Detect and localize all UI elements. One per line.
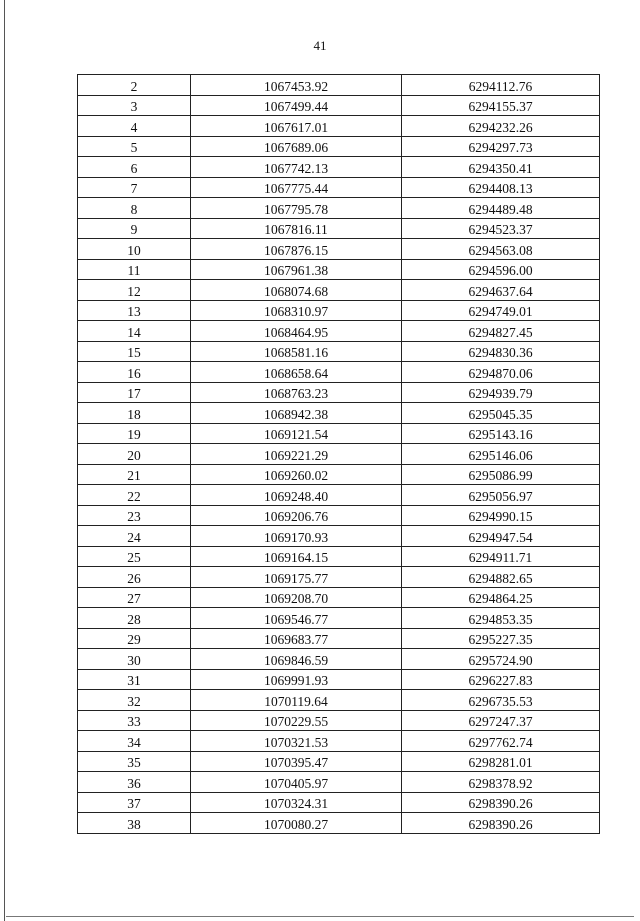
y-coordinate-cell: 6295227.35 — [402, 628, 600, 649]
x-coordinate-cell: 1069206.76 — [191, 505, 402, 526]
point-number-cell: 6 — [78, 157, 191, 178]
x-coordinate-cell: 1069164.15 — [191, 546, 402, 567]
x-coordinate-cell: 1067775.44 — [191, 177, 402, 198]
x-coordinate-cell: 1069846.59 — [191, 649, 402, 670]
table-row — [78, 259, 600, 280]
table-row — [78, 362, 600, 383]
x-coordinate-cell: 1067689.06 — [191, 136, 402, 157]
x-coordinate-cell: 1067876.15 — [191, 239, 402, 260]
x-coordinate-cell: 1068942.38 — [191, 403, 402, 424]
x-coordinate-cell: 1068464.95 — [191, 321, 402, 342]
x-coordinate-cell: 1069991.93 — [191, 669, 402, 690]
x-coordinate-cell: 1070119.64 — [191, 690, 402, 711]
point-number-cell: 11 — [78, 259, 191, 280]
point-number-cell: 26 — [78, 567, 191, 588]
point-number-cell: 37 — [78, 792, 191, 813]
point-number-cell: 3 — [78, 95, 191, 116]
x-coordinate-cell: 1067499.44 — [191, 95, 402, 116]
table-row — [78, 116, 600, 137]
point-number-cell: 24 — [78, 526, 191, 547]
table-row — [78, 546, 600, 567]
point-number-cell: 5 — [78, 136, 191, 157]
y-coordinate-cell: 6296227.83 — [402, 669, 600, 690]
coordinates-table — [77, 74, 600, 834]
point-number-cell: 19 — [78, 423, 191, 444]
table-row — [78, 792, 600, 813]
y-coordinate-cell: 6294911.71 — [402, 546, 600, 567]
x-coordinate-cell: 1068310.97 — [191, 300, 402, 321]
y-coordinate-cell: 6294990.15 — [402, 505, 600, 526]
table-row — [78, 280, 600, 301]
y-coordinate-cell: 6294853.35 — [402, 608, 600, 629]
table-row — [78, 669, 600, 690]
x-coordinate-cell: 1069248.40 — [191, 485, 402, 506]
y-coordinate-cell: 6295143.16 — [402, 423, 600, 444]
x-coordinate-cell: 1067617.01 — [191, 116, 402, 137]
point-number-cell: 25 — [78, 546, 191, 567]
table-row — [78, 75, 600, 96]
point-number-cell: 28 — [78, 608, 191, 629]
x-coordinate-cell: 1067795.78 — [191, 198, 402, 219]
y-coordinate-cell: 6295045.35 — [402, 403, 600, 424]
table-row — [78, 423, 600, 444]
table-row — [78, 587, 600, 608]
point-number-cell: 7 — [78, 177, 191, 198]
x-coordinate-cell: 1069683.77 — [191, 628, 402, 649]
y-coordinate-cell: 6294232.26 — [402, 116, 600, 137]
y-coordinate-cell: 6295086.99 — [402, 464, 600, 485]
x-coordinate-cell: 1069170.93 — [191, 526, 402, 547]
table-row — [78, 95, 600, 116]
y-coordinate-cell: 6298390.26 — [402, 792, 600, 813]
table-row — [78, 567, 600, 588]
y-coordinate-cell: 6294408.13 — [402, 177, 600, 198]
point-number-cell: 29 — [78, 628, 191, 649]
table-row — [78, 464, 600, 485]
point-number-cell: 32 — [78, 690, 191, 711]
x-coordinate-cell: 1069221.29 — [191, 444, 402, 465]
x-coordinate-cell: 1068581.16 — [191, 341, 402, 362]
table-row — [78, 321, 600, 342]
point-number-cell: 17 — [78, 382, 191, 403]
x-coordinate-cell: 1069175.77 — [191, 567, 402, 588]
page-edge-line — [4, 0, 5, 921]
point-number-cell: 36 — [78, 772, 191, 793]
point-number-cell: 4 — [78, 116, 191, 137]
y-coordinate-cell: 6294112.76 — [402, 75, 600, 96]
y-coordinate-cell: 6294563.08 — [402, 239, 600, 260]
point-number-cell: 18 — [78, 403, 191, 424]
point-number-cell: 15 — [78, 341, 191, 362]
y-coordinate-cell: 6294939.79 — [402, 382, 600, 403]
y-coordinate-cell: 6294350.41 — [402, 157, 600, 178]
y-coordinate-cell: 6294596.00 — [402, 259, 600, 280]
y-coordinate-cell: 6294864.25 — [402, 587, 600, 608]
y-coordinate-cell: 6294489.48 — [402, 198, 600, 219]
y-coordinate-cell: 6294297.73 — [402, 136, 600, 157]
coordinates-table-body — [78, 75, 600, 834]
point-number-cell: 31 — [78, 669, 191, 690]
point-number-cell: 14 — [78, 321, 191, 342]
table-row — [78, 198, 600, 219]
x-coordinate-cell: 1070324.31 — [191, 792, 402, 813]
point-number-cell: 16 — [78, 362, 191, 383]
table-row — [78, 444, 600, 465]
y-coordinate-cell: 6294882.65 — [402, 567, 600, 588]
x-coordinate-cell: 1068763.23 — [191, 382, 402, 403]
y-coordinate-cell: 6294637.64 — [402, 280, 600, 301]
point-number-cell: 10 — [78, 239, 191, 260]
x-coordinate-cell: 1069546.77 — [191, 608, 402, 629]
x-coordinate-cell: 1070321.53 — [191, 731, 402, 752]
table-row — [78, 300, 600, 321]
y-coordinate-cell: 6294830.36 — [402, 341, 600, 362]
point-number-cell: 33 — [78, 710, 191, 731]
point-number-cell: 21 — [78, 464, 191, 485]
x-coordinate-cell: 1067453.92 — [191, 75, 402, 96]
point-number-cell: 27 — [78, 587, 191, 608]
table-row — [78, 136, 600, 157]
y-coordinate-cell: 6295724.90 — [402, 649, 600, 670]
x-coordinate-cell: 1067742.13 — [191, 157, 402, 178]
table-row — [78, 731, 600, 752]
point-number-cell: 30 — [78, 649, 191, 670]
table-row — [78, 813, 600, 834]
table-row — [78, 690, 600, 711]
point-number-cell: 38 — [78, 813, 191, 834]
bottom-rule — [6, 916, 634, 917]
point-number-cell: 12 — [78, 280, 191, 301]
y-coordinate-cell: 6298281.01 — [402, 751, 600, 772]
x-coordinate-cell: 1069121.54 — [191, 423, 402, 444]
y-coordinate-cell: 6294749.01 — [402, 300, 600, 321]
table-row — [78, 157, 600, 178]
y-coordinate-cell: 6295056.97 — [402, 485, 600, 506]
y-coordinate-cell: 6298390.26 — [402, 813, 600, 834]
table-row — [78, 485, 600, 506]
y-coordinate-cell: 6297762.74 — [402, 731, 600, 752]
x-coordinate-cell: 1067816.11 — [191, 218, 402, 239]
table-row — [78, 608, 600, 629]
table-row — [78, 403, 600, 424]
table-row — [78, 526, 600, 547]
x-coordinate-cell: 1068074.68 — [191, 280, 402, 301]
table-row — [78, 341, 600, 362]
point-number-cell: 9 — [78, 218, 191, 239]
table-row — [78, 239, 600, 260]
page-number: 41 — [313, 38, 327, 53]
x-coordinate-cell: 1067961.38 — [191, 259, 402, 280]
point-number-cell: 8 — [78, 198, 191, 219]
table-row — [78, 751, 600, 772]
table-row — [78, 772, 600, 793]
y-coordinate-cell: 6297247.37 — [402, 710, 600, 731]
point-number-cell: 23 — [78, 505, 191, 526]
x-coordinate-cell: 1070405.97 — [191, 772, 402, 793]
y-coordinate-cell: 6295146.06 — [402, 444, 600, 465]
table-row — [78, 710, 600, 731]
y-coordinate-cell: 6298378.92 — [402, 772, 600, 793]
table-row — [78, 505, 600, 526]
y-coordinate-cell: 6296735.53 — [402, 690, 600, 711]
point-number-cell: 20 — [78, 444, 191, 465]
table-row — [78, 218, 600, 239]
x-coordinate-cell: 1069260.02 — [191, 464, 402, 485]
point-number-cell: 35 — [78, 751, 191, 772]
x-coordinate-cell: 1070080.27 — [191, 813, 402, 834]
table-row — [78, 649, 600, 670]
point-number-cell: 22 — [78, 485, 191, 506]
x-coordinate-cell: 1070229.55 — [191, 710, 402, 731]
y-coordinate-cell: 6294155.37 — [402, 95, 600, 116]
y-coordinate-cell: 6294947.54 — [402, 526, 600, 547]
y-coordinate-cell: 6294523.37 — [402, 218, 600, 239]
x-coordinate-cell: 1070395.47 — [191, 751, 402, 772]
point-number-cell: 34 — [78, 731, 191, 752]
table-row — [78, 177, 600, 198]
point-number-cell: 13 — [78, 300, 191, 321]
x-coordinate-cell: 1069208.70 — [191, 587, 402, 608]
table-row — [78, 382, 600, 403]
table-row — [78, 628, 600, 649]
x-coordinate-cell: 1068658.64 — [191, 362, 402, 383]
y-coordinate-cell: 6294870.06 — [402, 362, 600, 383]
y-coordinate-cell: 6294827.45 — [402, 321, 600, 342]
point-number-cell: 2 — [78, 75, 191, 96]
